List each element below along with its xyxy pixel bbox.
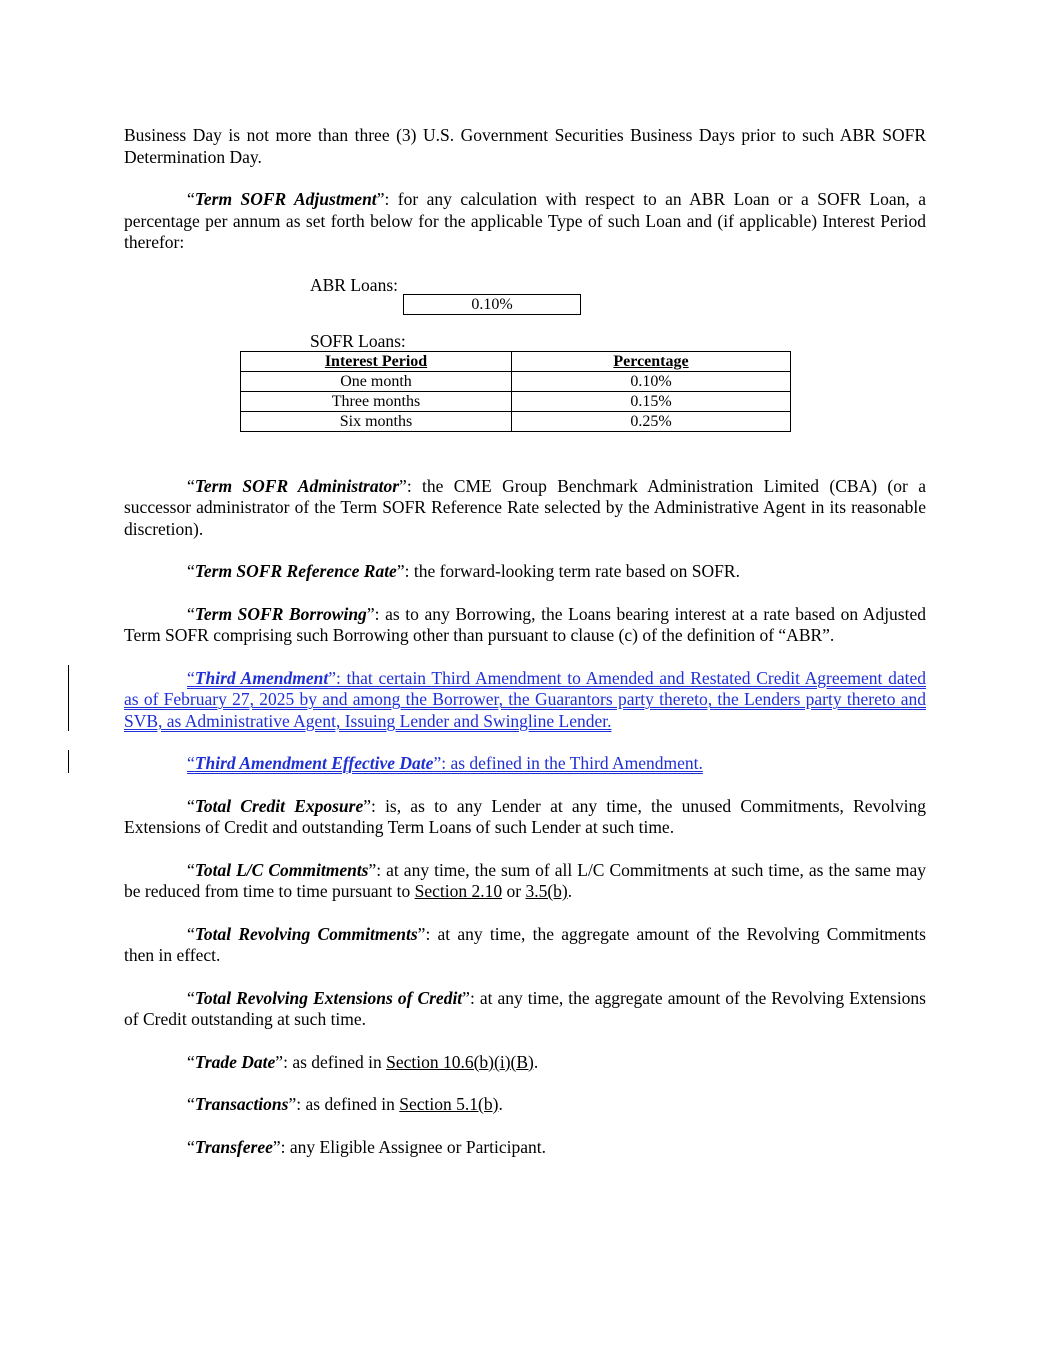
definition-term-sofr-borrowing: “Term SOFR Borrowing”: as to any Borrowing, the Loans bearing interest at a rate based on Adjusted Term SOFR comprising such Borrowing other than pursuant to clause (c) of the definition of “ABR”.	[124, 603, 926, 645]
table-row	[241, 411, 791, 431]
table-cell: 0.10%	[512, 371, 791, 391]
definition-total-revolving-commitments: “Total Revolving Commitments”: at any time, the aggregate amount of the Revolving Commitments then in effect.	[124, 923, 926, 965]
definition-term-sofr-reference-rate: “Term SOFR Reference Rate”: the forward-looking term rate based on SOFR.	[187, 561, 740, 581]
abr-loans-label: ABR Loans:	[310, 274, 398, 295]
table-header-row	[241, 351, 791, 371]
table-row	[241, 371, 791, 391]
defined-term: Trade Date	[194, 1051, 276, 1072]
abr-loans-value: 0.10%	[403, 294, 581, 315]
table-header: Percentage	[512, 351, 791, 371]
sofr-rates-table	[240, 351, 791, 432]
defined-term: Term SOFR Borrowing	[194, 603, 367, 624]
definition-total-credit-exposure: “Total Credit Exposure”: is, as to any Lender at any time, the unused Commitments, Revolving Extensions of Credit and outstanding Term Loans of such Lender at such time.	[124, 795, 926, 837]
table-cell: One month	[241, 371, 512, 391]
defined-term: Total Revolving Commitments	[194, 923, 418, 944]
revision-bar	[68, 750, 69, 773]
definition-transferee: “Transferee”: any Eligible Assignee or Participant.	[187, 1136, 547, 1157]
defined-term: Third Amendment	[194, 667, 329, 688]
defined-term: Term SOFR Reference Rate	[194, 561, 397, 581]
definition-third-amendment: “Third Amendment”: that certain Third Amendment to Amended and Restated Credit Agreement dated as of February 27, 2025 by and among the Borrower, the Guarantors party thereto, the Lenders party thereto and SVB, as Administrative Agent, Issuing Lender and Swingline Lender.	[124, 667, 926, 731]
document-page	[124, 125, 926, 1179]
table-cell: Six months	[241, 411, 512, 431]
sofr-loans-label: SOFR Loans:	[310, 330, 406, 351]
definition-trade-date: “Trade Date”: as defined in Section 10.6(b)(i)(B).	[187, 1051, 539, 1072]
table-header: Interest Period	[241, 351, 512, 371]
revision-bar	[68, 665, 69, 731]
table-cell: Three months	[241, 391, 512, 411]
defined-term: Transactions	[194, 1094, 289, 1114]
section-reference: 3.5(b)	[525, 881, 568, 901]
defined-term: Total Credit Exposure	[194, 795, 364, 816]
defined-term: Total L/C Commitments	[194, 859, 369, 880]
table-row	[241, 391, 791, 411]
definition-term-sofr-administrator: “Term SOFR Administrator”: the CME Group Benchmark Administration Limited (CBA) (or a successor administrator of the Term SOFR Reference Rate selected by the Administrative Agent in its reasonable discretion).	[124, 475, 926, 539]
definition-third-amendment-effective-date: “Third Amendment Effective Date”: as defined in the Third Amendment.	[187, 753, 703, 773]
defined-term: Term SOFR Administrator	[194, 475, 400, 496]
table-cell: 0.25%	[512, 411, 791, 431]
defined-term: Term SOFR Adjustment	[194, 189, 377, 209]
definition-term-sofr-adjustment: “Term SOFR Adjustment”: for any calculation with respect to an ABR Loan or a SOFR Loan, a percentage per annum as set forth below for the applicable Type of such Loan and (if applicable) Interest Period therefor:	[124, 189, 926, 252]
defined-term: Transferee	[194, 1136, 273, 1157]
defined-term: Total Revolving Extensions of Credit	[194, 987, 463, 1008]
abr-loans-block	[124, 275, 926, 331]
table-cell: 0.15%	[512, 391, 791, 411]
intro-paragraph: Business Day is not more than three (3) U.S. Government Securities Business Days prior to such ABR SOFR Determination Day.	[124, 125, 926, 167]
section-reference: Section 5.1(b)	[399, 1094, 499, 1114]
section-reference: Section 10.6(b)(i)(B)	[386, 1051, 534, 1072]
section-reference: Section 2.10	[414, 881, 503, 901]
defined-term: Third Amendment Effective Date	[194, 753, 434, 773]
definition-transactions: “Transactions”: as defined in Section 5.1(b).	[187, 1094, 503, 1114]
definition-total-lc-commitments: “Total L/C Commitments”: at any time, the sum of all L/C Commitments at such time, as the same may be reduced from time to time pursuant to Section 2.10 or 3.5(b).	[124, 859, 927, 901]
definition-total-revolving-extensions: “Total Revolving Extensions of Credit”: at any time, the aggregate amount of the Revolving Extensions of Credit outstanding at such time.	[124, 987, 926, 1029]
